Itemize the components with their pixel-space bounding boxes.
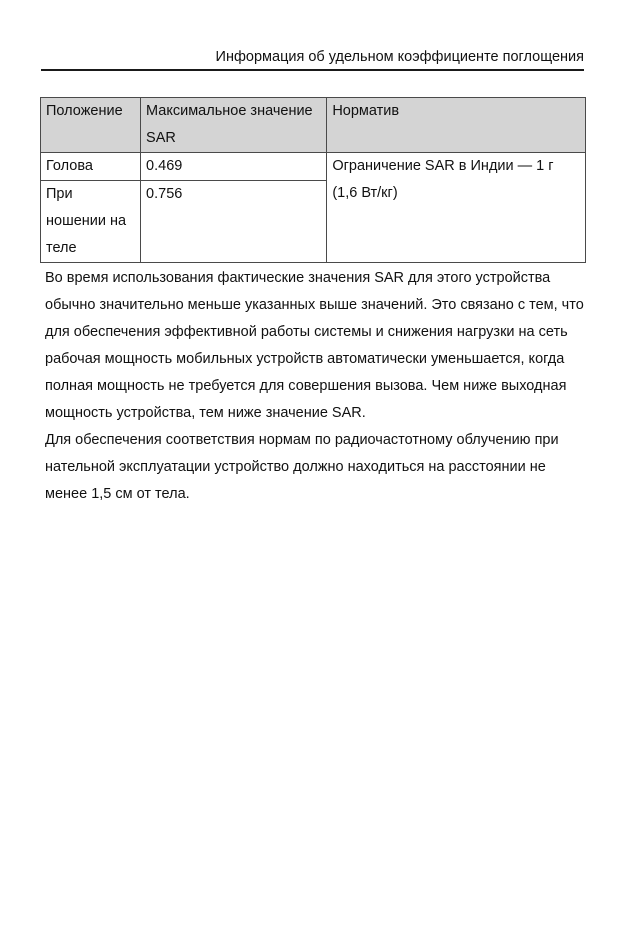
column-header-max-sar: Максимальное значение SAR [141, 98, 327, 153]
paragraph-body-distance: Для обеспечения соответствия нормам по радиочастотному облучению при нательной эксплуатации устройство должно находиться на расстоянии не менее 1,5 см от тела. [45, 432, 559, 502]
body-text [45, 265, 590, 508]
paragraph-sar-usage: Во время использования фактические значения SAR для этого устройства обычно значительно меньше указанных выше значений. Это связано с тем, что для обеспечения эффективной работы системы и снижения нагрузки на сеть рабочая мощность мобильных устройств автоматически уменьшается, когда полная мощность не требуется для совершения вызова. Чем ниже выходная мощность устройства, тем ниже значение SAR. [45, 270, 584, 421]
sar-table [40, 97, 586, 263]
column-header-norm: Норматив [327, 98, 586, 153]
header-divider [41, 69, 584, 71]
table-row-head [41, 153, 586, 181]
cell-norm: Ограничение SAR в Индии — 1 г (1,6 Вт/кг) [327, 153, 586, 263]
page-header-title: Информация об удельном коэффициенте поглощения [215, 49, 584, 65]
cell-position-body: При ношении на теле [41, 181, 141, 263]
cell-position-head: Голова [41, 153, 141, 181]
table-header-row [41, 98, 586, 153]
cell-value-body: 0.756 [141, 181, 327, 263]
column-header-position: Положение [41, 98, 141, 153]
cell-value-head: 0.469 [141, 153, 327, 181]
